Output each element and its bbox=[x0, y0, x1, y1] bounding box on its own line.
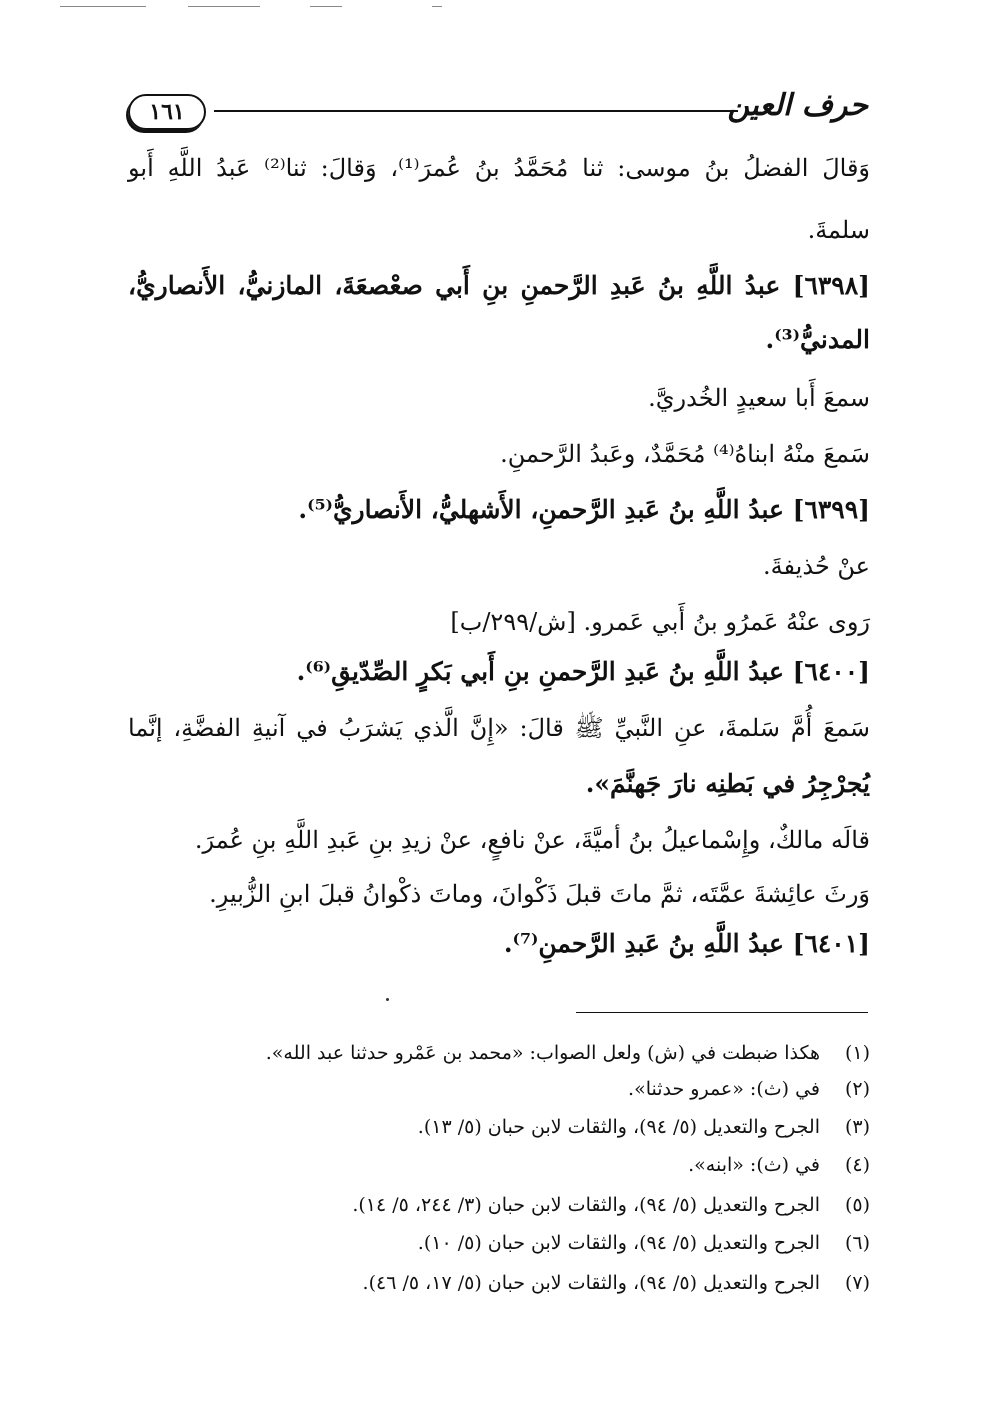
footnote-text: الجرح والتعديل (٥/ ٩٤)، والثقات لابن حبان (٥/ ١٠). bbox=[417, 1232, 820, 1254]
body-line: قالَه مالكٌ، وإِسْماعيلُ بنُ أميَّةَ، عنْ نافعٍ، عنْ زيدِ بنِ عَبدِ اللَّهِ بنِ عُمرَ. bbox=[194, 826, 870, 854]
footnote-item bbox=[352, 1188, 870, 1222]
footnote-item bbox=[363, 1266, 870, 1300]
body-line: سَمعَ أُمَّ سَلمةَ، عنِ النَّبيِّ ﷺ قالَ: «إِنَّ الَّذي يَشرَبُ في آنيةِ الفضَّةِ، إنَّما bbox=[128, 714, 870, 742]
footnote-text: في (ث): «عمرو حدثنا». bbox=[628, 1078, 820, 1100]
footnote-number: (٢) bbox=[844, 1078, 870, 1100]
footnote-number: (١) bbox=[844, 1042, 870, 1064]
body-line: وَقالَ الفضلُ بنُ موسى: ثنا مُحَمَّدُ بنُ عُمرَ⁽¹⁾، وَقالَ: ثنا⁽²⁾ عَبدُ اللَّهِ أَبو bbox=[128, 154, 871, 182]
footnote-number: (٧) bbox=[844, 1272, 870, 1294]
footnote-text: الجرح والتعديل (٥/ ٩٤)، والثقات لابن حبان (٣/ ٢٤٤، ٥/ ١٤). bbox=[352, 1194, 820, 1216]
hadith-text: يُجرْجِرُ في بَطنِه نارَ جَهنَّمَ». bbox=[585, 769, 870, 798]
entry-heading: المدنيُّ⁽³⁾. bbox=[765, 325, 870, 354]
footnote-text: الجرح والتعديل (٥/ ٩٤)، والثقات لابن حبان (٥/ ١٣). bbox=[417, 1116, 820, 1138]
footnote-item bbox=[418, 1110, 870, 1144]
entry-heading: [٦٣٩٩] عبدُ اللَّهِ بنُ عَبدِ الرَّحمنِ، الأَشهليُّ، الأَنصاريُّ⁽⁵⁾. bbox=[298, 495, 870, 524]
body-line: عنْ حُذيفةَ. bbox=[763, 552, 870, 580]
footnote-number: (٤) bbox=[844, 1154, 870, 1176]
page-header bbox=[128, 88, 868, 136]
body-line: سَمعَ منْهُ ابناهُ⁽⁴⁾ مُحَمَّدٌ، وعَبدُ الرَّحمنِ. bbox=[500, 440, 870, 468]
entry-heading: [٦٣٩٨] عبدُ اللَّهِ بنُ عَبدِ الرَّحمنِ بنِ أَبي صعْصعَةَ، المازنيُّ، الأَنصاريُّ، bbox=[128, 271, 870, 300]
footnote-item bbox=[688, 1148, 870, 1182]
stray-mark bbox=[386, 998, 389, 1001]
footnote-text: في (ث): «ابنه». bbox=[688, 1154, 820, 1176]
footnote-item bbox=[266, 1036, 870, 1070]
chapter-title: حرف العين bbox=[727, 88, 868, 123]
body-line: وَرثَ عائِشةَ عمَّتَه، ثمَّ ماتَ قبلَ ذَكْوانَ، وماتَ ذكْوانُ قبلَ ابنِ الزُّبيرِ. bbox=[209, 880, 870, 908]
footnote-text: هكذا ضبطت في (ش) ولعل الصواب: «محمد بن عَمْرو حدثنا عبد الله». bbox=[265, 1042, 820, 1064]
scan-marks bbox=[0, 6, 984, 8]
entry-heading: [٦٤٠٠] عبدُ اللَّهِ بنُ عَبدِ الرَّحمنِ بنِ أَبي بَكرٍ الصِّدّيقِ⁽⁶⁾. bbox=[296, 657, 870, 686]
footnote-number: (٥) bbox=[844, 1194, 870, 1216]
footnote-item bbox=[418, 1226, 870, 1260]
header-rule bbox=[214, 110, 738, 112]
entry-heading: [٦٤٠١] عبدُ اللَّهِ بنُ عَبدِ الرَّحمنِ⁽⁷⁾. bbox=[503, 929, 870, 958]
page-number: ١٦١ bbox=[128, 94, 206, 130]
footnote-text: الجرح والتعديل (٥/ ٩٤)، والثقات لابن حبان (٥/ ١٧، ٥/ ٤٦). bbox=[362, 1272, 820, 1294]
body-line: رَوى عنْهُ عَمرُو بنُ أَبي عَمرو. [ش/٢٩٩/ب] bbox=[450, 608, 870, 636]
footnote-item bbox=[628, 1072, 870, 1106]
footnote-number: (٣) bbox=[844, 1116, 870, 1138]
body-line: سمعَ أَبا سعيدٍ الخُدريَّ. bbox=[648, 384, 870, 412]
footnote-rule bbox=[576, 1012, 868, 1013]
body-line: سلمةَ. bbox=[807, 216, 870, 244]
footnote-number: (٦) bbox=[844, 1232, 870, 1254]
